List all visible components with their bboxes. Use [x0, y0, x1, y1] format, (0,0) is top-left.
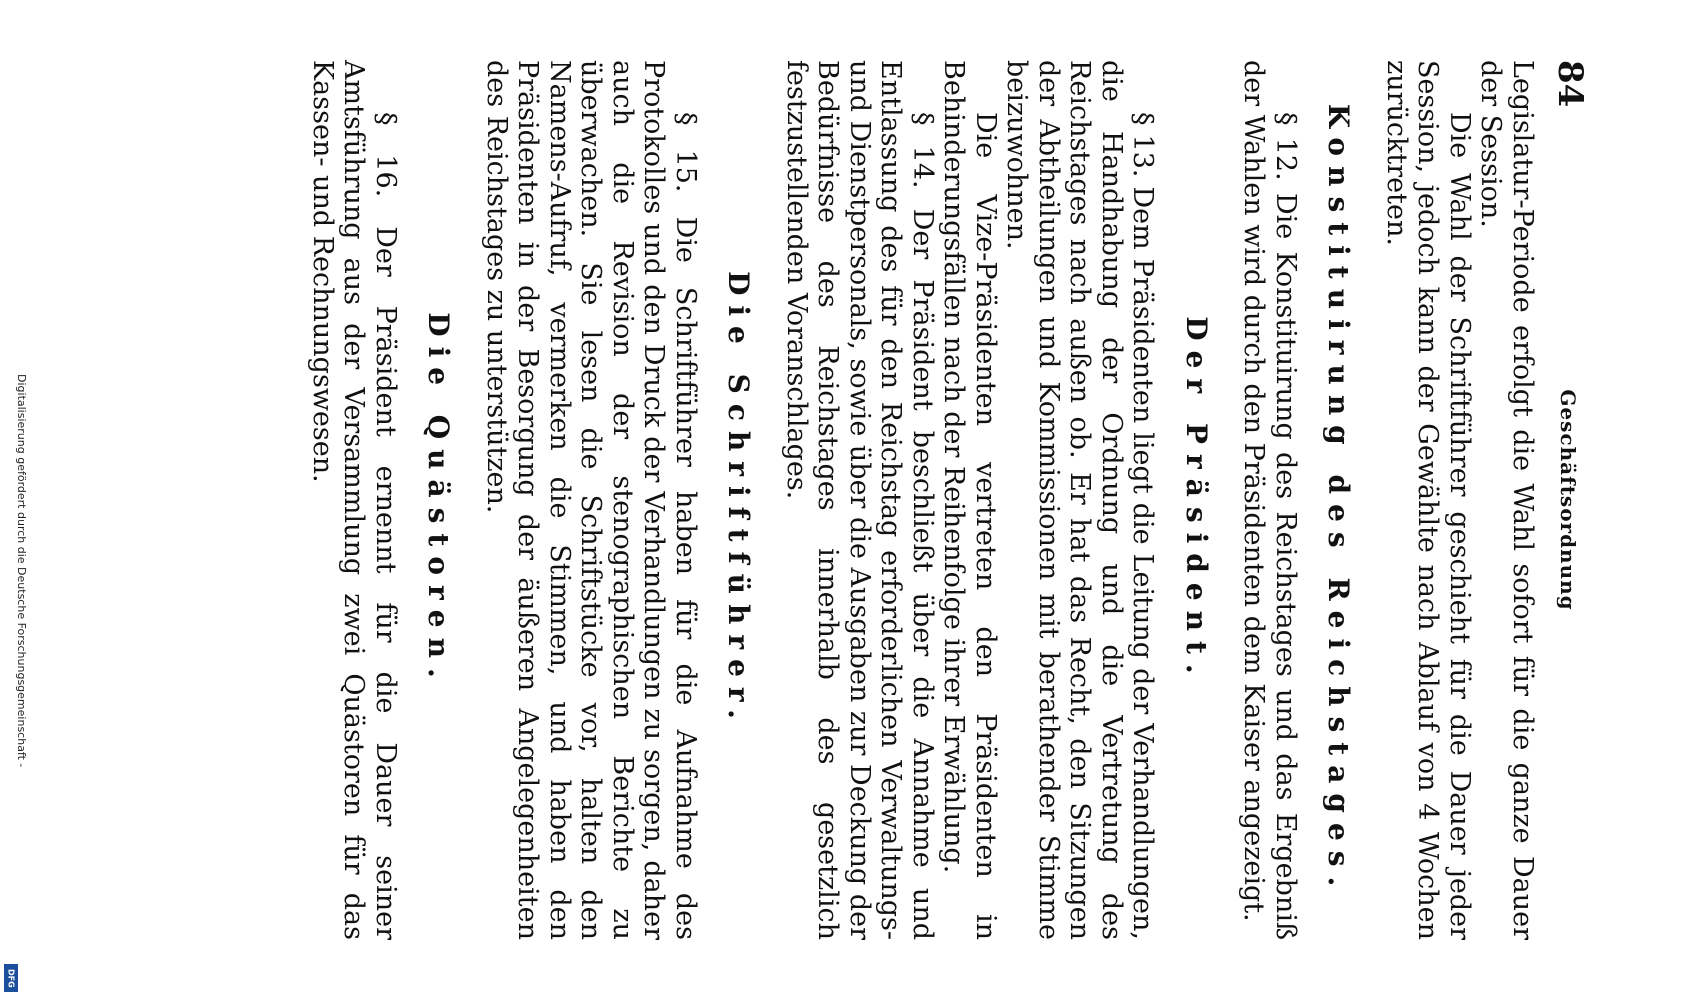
paragraph-section-13: § 13. Dem Präsidenten liegt die Leitung der Verhandlungen, die Handhabung der Ordnung und die Vertretung des Reichstages nach außen ob. Er hat das Recht, den Sitzungen der Abtheilungen und Kommissionen mit berathender Stimme beizuwohnen.	[1001, 60, 1159, 940]
rotated-text-block	[140, 60, 1590, 940]
heading-schriftfuehrer: Die Schriftführer.	[722, 271, 756, 729]
paragraph-section-14: § 14. Der Präsident beschließt über die Annahme und Entlassung des für den Reichstag erforderlichen Verwaltungs- und Dienstpersonals, sowie über die Ausgaben zur Deckung der Bedürfnisse des Reichstages innerhalb des gesetzlich festzustellenden Voranschlages.	[781, 60, 938, 940]
paragraph-schriftfuehrer-wahl: Die Wahl der Schriftführer geschieht für die Dauer jeder Session, jedoch kann der Gewählte nach Ablauf von 4 Wochen zurücktreten.	[1381, 60, 1475, 940]
paragraph-continuation: Legislatur-Periode erfolgt die Wahl sofort für die ganze Dauer der Session.	[1475, 60, 1538, 940]
heading-konstituirung: Konstituirung des Reichstages.	[1322, 103, 1356, 897]
heading-quaestoren: Die Quästoren.	[422, 312, 456, 688]
dfg-logo-text: DFG	[6, 968, 16, 988]
digitization-note-text: Digitalisierung gefördert durch die Deutsche Forschungsgemeinschaft -	[15, 374, 28, 768]
paragraph-vize-praesidenten: Die Vize-Präsidenten vertreten den Präsidenten in Behinderungsfällen nach der Reihenfolge ihrer Erwählung.	[938, 60, 1001, 940]
digitization-note	[2, 374, 28, 994]
heading-praesident: Der Präsident.	[1180, 316, 1213, 684]
running-head	[1550, 60, 1590, 940]
paragraph-section-12: § 12. Die Konstituirung des Reichstages und das Ergebniß der Wahlen wird durch den Präsidenten dem Kaiser angezeigt.	[1238, 60, 1301, 940]
running-title: Geschäftsordnung	[1556, 389, 1580, 611]
page-number: 84	[1550, 60, 1590, 108]
body-text	[307, 60, 1539, 940]
paragraph-section-16: § 16. Der Präsident ernennt für die Dauer seiner Amtsführung aus der Versammlung zwei Quästoren für das Kassen- und Rechnungswesen.	[307, 60, 401, 940]
dfg-logo	[4, 964, 18, 992]
paragraph-section-15: § 15. Die Schriftführer haben für die Aufnahme des Protokolles und den Druck der Verhandlungen zu sorgen, daher auch die Revision der stenographischen Berichte zu überwachen. Sie lesen die Schriftstücke vor, halten den Namens-Aufruf, vermerken die Stimmen, und haben den Präsidenten in der Besorgung der äußeren Angelegenheiten des Reichstages zu unterstützen.	[481, 60, 701, 940]
